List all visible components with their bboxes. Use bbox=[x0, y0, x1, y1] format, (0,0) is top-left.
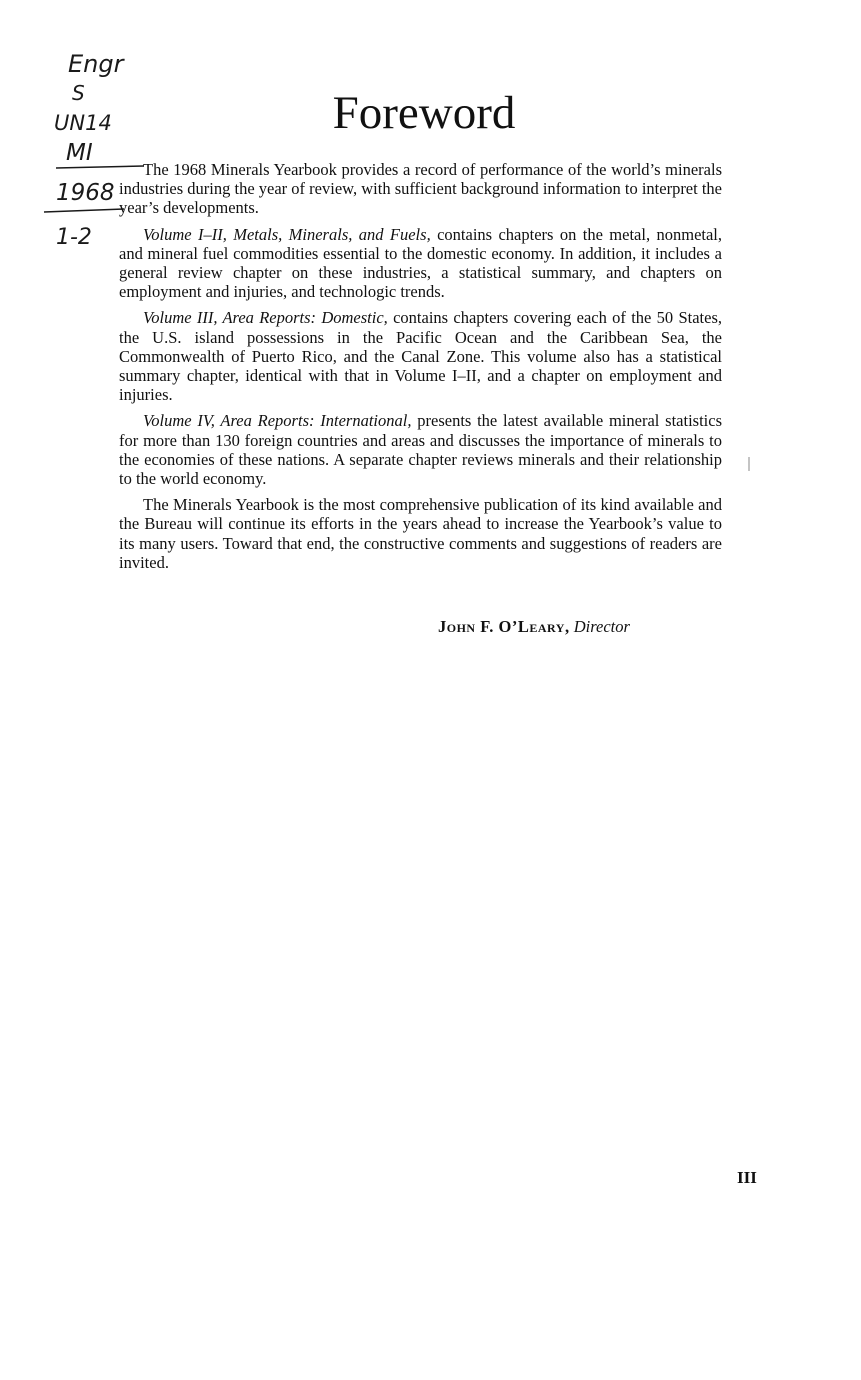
annotation-line-5: 1968 bbox=[56, 180, 115, 206]
signature-line bbox=[438, 617, 630, 637]
annotation-line-4: MI bbox=[66, 140, 93, 166]
paragraph-closing bbox=[119, 495, 722, 572]
annotation-line-6: 1-2 bbox=[56, 225, 92, 250]
annotation-underline-2 bbox=[44, 209, 124, 212]
paragraph-volume-1-2 bbox=[119, 225, 722, 302]
paragraph-intro-text: The 1968 Minerals Yearbook provides a record of performance of the world’s minerals industries during the year of review, with sufficient background information to interpret the year’s developments. bbox=[119, 160, 722, 218]
volume-4-title: Volume IV, Area Reports: International, bbox=[143, 411, 412, 431]
scan-speck bbox=[748, 457, 750, 471]
foreword-body bbox=[119, 160, 722, 579]
volume-3-title: Volume III, Area Reports: Domestic, bbox=[143, 308, 388, 328]
annotation-line-2: S bbox=[72, 81, 85, 105]
paragraph-volume-3 bbox=[119, 308, 722, 404]
page-title: Foreword bbox=[332, 87, 516, 139]
paragraph-closing-text: The Minerals Yearbook is the most comprehensive publication of its kind available and the Bureau will continue its efforts in the years ahead to increase the Yearbook’s value to its many users. Toward that end, the constructive comments and suggestions of readers are invited. bbox=[119, 495, 722, 572]
page-number: III bbox=[737, 1168, 757, 1187]
annotation-line-3: UN14 bbox=[54, 111, 112, 135]
paragraph-volume-4 bbox=[119, 411, 722, 488]
signature-name: John F. O’Leary, bbox=[438, 617, 570, 636]
volume-3-text: contains chapters covering each of the 50 States, the U.S. island possessions in the Pacific Ocean and the Caribbean Sea, the Commonwealth of Puerto Rico, and the Canal Zone. This volume also has a statistical summary chapter, identical with that in Volume I–II, and a chapter on employment and injuries. bbox=[119, 308, 722, 405]
volume-1-2-text: contains chapters on the metal, nonmetal, and mineral fuel commodities essential to the domestic economy. In addition, it includes a general review chapter on these industries, a statistical summary, and chapters on employment and injuries, and technologic trends. bbox=[119, 224, 723, 302]
volume-1-2-title: Volume I–II, Metals, Minerals, and Fuels, bbox=[143, 224, 431, 244]
annotation-line-1: Engr bbox=[68, 50, 124, 78]
signature-role: Director bbox=[573, 617, 630, 636]
volume-4-text: presents the latest available mineral statistics for more than 130 foreign countries and areas and discusses the importance of minerals to the economies of these nations. A separate chapter reviews minerals and their relationship to the world economy. bbox=[119, 411, 722, 489]
paragraph-intro bbox=[119, 160, 722, 218]
